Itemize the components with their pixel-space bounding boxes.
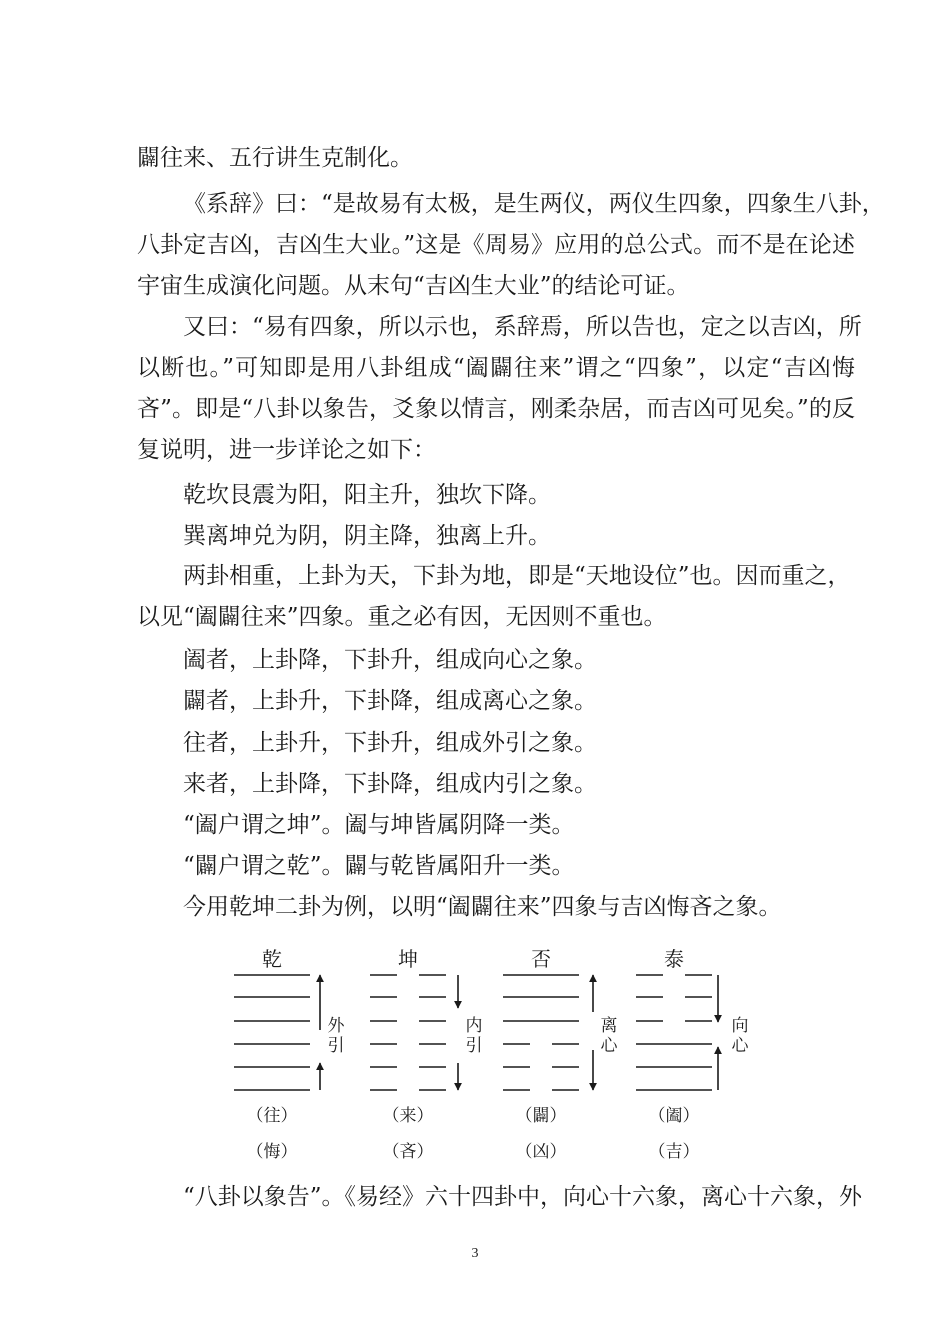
text-line: 阖者，上卦降，下卦升，组成向心之象。 (183, 647, 597, 673)
hexagram-label-1: （往） (246, 1106, 298, 1126)
hexagram-name: 泰 (664, 947, 684, 971)
text-line: 《系辞》曰：“是故易有太极，是生两仪，两仪生四象，四象生八卦， (183, 191, 885, 217)
hexagram-kun (370, 947, 483, 1162)
text-line: 往者，上卦升，下卦升，组成外引之象。 (183, 730, 597, 756)
hexagram-name: 否 (531, 947, 551, 971)
text-line: 今用乾坤二卦为例，以明“阖闢往来”四象与吉凶悔吝之象。 (183, 894, 782, 920)
arrow-label: 离 (600, 1016, 618, 1036)
text-line: 八卦定吉凶，吉凶生大业。”这是《周易》应用的总公式。而不是在论述 (137, 232, 855, 258)
text-line: “闢户谓之乾”。闢与乾皆属阳升一类。 (183, 853, 575, 879)
text-line: “阖户谓之坤”。阖与坤皆属阴降一类。 (183, 812, 575, 838)
hexagram-label-2: （吝） (382, 1142, 434, 1162)
text-line: 两卦相重，上卦为天，下卦为地，即是“天地设位”也。因而重之， (183, 563, 851, 589)
text-line: 又曰：“易有四象，所以示也，系辞焉，所以告也，定之以吉凶，所 (183, 314, 862, 340)
hexagram-label-1: （来） (382, 1106, 434, 1126)
hexagram-pi (503, 947, 619, 1162)
text-line: 吝”。即是“八卦以象告，爻象以情言，刚柔杂居，而吉凶可见矣。”的反 (137, 396, 855, 422)
hexagram-qian (234, 947, 346, 1162)
text-line: “八卦以象告”。《易经》六十四卦中，向心十六象，离心十六象，外 (183, 1184, 863, 1210)
text-line: 巽离坤兑为阴，阴主降，独离上升。 (183, 523, 551, 549)
arrow-label: 心 (731, 1036, 749, 1056)
text-line: 来者，上卦降，下卦降，组成内引之象。 (183, 771, 597, 797)
text-line: 宇宙生成演化问题。从末句“吉凶生大业”的结论可证。 (137, 273, 690, 299)
arrow-label: 心 (600, 1036, 618, 1056)
hexagram-tai (636, 947, 750, 1162)
hexagram-label-2: （悔） (246, 1142, 298, 1162)
text-line: 乾坎艮震为阳，阳主升，独坎下降。 (183, 482, 551, 508)
text-line: 闢往来、五行讲生克制化。 (137, 145, 413, 171)
hexagram-label-1: （闢） (515, 1106, 567, 1126)
text-line: 复说明，进一步详论之如下： (137, 437, 436, 463)
hexagram-label-1: （阖） (648, 1106, 700, 1126)
arrow-label: 向 (731, 1016, 749, 1036)
arrow-label: 内 (465, 1016, 483, 1036)
hexagram-label-2: （吉） (648, 1142, 700, 1162)
text-line: 闢者，上卦升，下卦降，组成离心之象。 (183, 688, 597, 714)
text-line: 以断也。”可知即是用八卦组成“阖闢往来”谓之“四象”，以定“吉凶悔 (137, 355, 855, 381)
page-number: 3 (471, 1246, 479, 1261)
arrow-label: 引 (465, 1036, 483, 1056)
hexagram-name: 坤 (398, 947, 418, 971)
arrow-label: 外 (327, 1016, 345, 1036)
hexagram-name: 乾 (262, 947, 282, 971)
hexagram-label-2: （凶） (515, 1142, 567, 1162)
arrow-label: 引 (327, 1036, 345, 1056)
text-line: 以见“阖闢往来”四象。重之必有因，无因则不重也。 (137, 604, 667, 630)
